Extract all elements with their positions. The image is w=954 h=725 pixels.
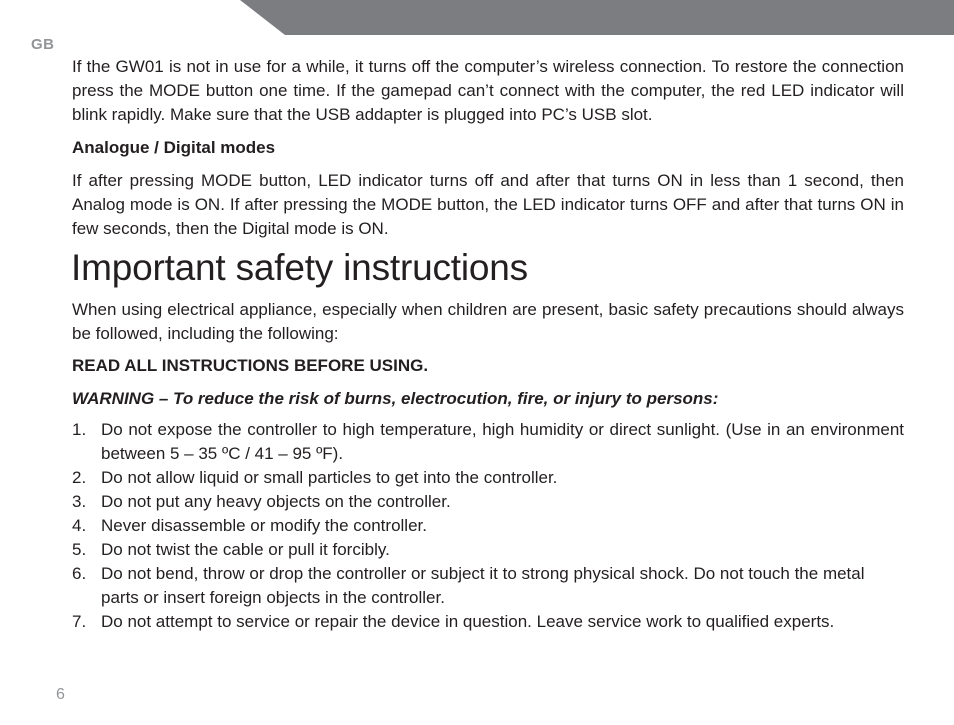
header-tab-decoration	[240, 0, 954, 35]
list-item-number: 5.	[72, 540, 87, 559]
list-item	[72, 610, 904, 634]
list-item-number: 4.	[72, 516, 87, 535]
intro-paragraph: If the GW01 is not in use for a while, it turns off the computer’s wireless connection. To restore the connection press the MODE button one time. If the gamepad can’t connect with the computer, the red LED indicator will blink rapidly. Make sure that the USB addapter is plugged into PC’s USB slot.	[72, 57, 904, 124]
list-item-text: Do not twist the cable or pull it forcibly.	[101, 540, 390, 559]
list-item-text: Do not expose the controller to high temperature, high humidity or direct sunlight. (Use in an environment between 5 – 35 ºC / 41 – 95 ºF).	[101, 420, 904, 463]
list-item	[72, 562, 904, 610]
list-item-text: Never disassemble or modify the controller.	[101, 516, 427, 535]
list-item-text: Do not allow liquid or small particles to get into the controller.	[101, 468, 558, 487]
modes-paragraph: If after pressing MODE button, LED indicator turns off and after that turns ON in less than 1 second, then Analog mode is ON. If after pressing the MODE button, the LED indicator turns OFF and after that turns ON in few seconds, then the Digital mode is ON.	[72, 171, 904, 238]
page-number: 6	[56, 686, 65, 703]
list-item	[72, 418, 904, 466]
list-item-number: 6.	[72, 564, 87, 583]
list-item	[72, 514, 904, 538]
read-all-notice: READ ALL INSTRUCTIONS BEFORE USING.	[72, 356, 429, 375]
list-item-number: 2.	[72, 468, 87, 487]
list-item-number: 1.	[72, 420, 87, 439]
modes-heading: Analogue / Digital modes	[72, 138, 276, 157]
safety-title: Important safety instructions	[71, 247, 528, 288]
list-item-text: Do not bend, throw or drop the controller or subject it to strong physical shock. Do not touch the metal parts or insert foreign objects in the controller.	[101, 564, 865, 607]
language-label: GB	[31, 36, 55, 53]
list-item-text: Do not attempt to service or repair the device in question. Leave service work to qualified experts.	[101, 612, 835, 631]
list-item-number: 3.	[72, 492, 87, 511]
list-item-text: Do not put any heavy objects on the controller.	[101, 492, 451, 511]
list-item	[72, 538, 904, 562]
safety-list	[72, 418, 904, 634]
list-item	[72, 490, 904, 514]
list-item	[72, 466, 904, 490]
safety-intro-paragraph: When using electrical appliance, especially when children are present, basic safety precautions should always be followed, including the following:	[72, 300, 904, 343]
page-content	[72, 55, 904, 634]
warning-notice: WARNING – To reduce the risk of burns, electrocution, fire, or injury to persons:	[72, 389, 719, 408]
list-item-number: 7.	[72, 612, 87, 631]
